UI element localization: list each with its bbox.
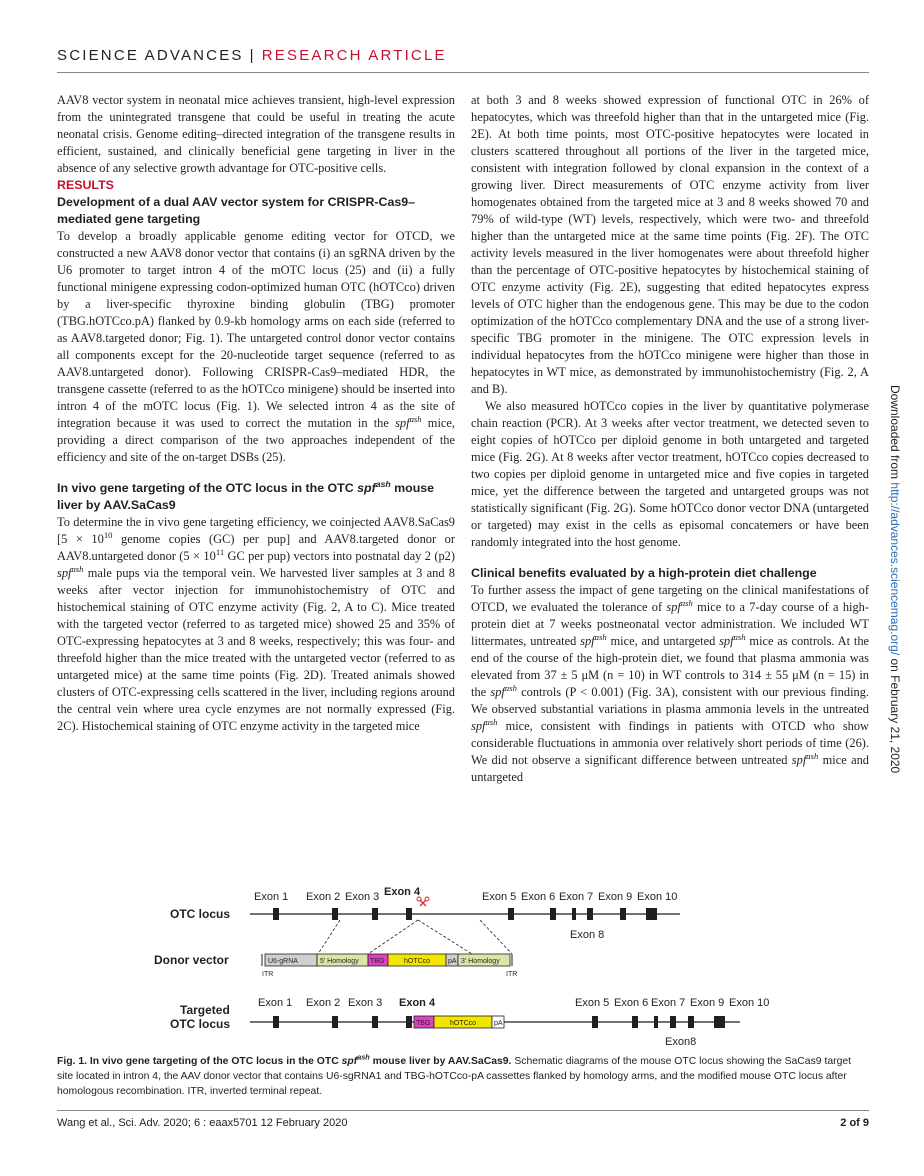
donor-itr-left-label: ITR bbox=[262, 971, 274, 978]
targeted-pa-label: pA bbox=[494, 1020, 503, 1027]
cut-site-icon bbox=[417, 897, 429, 906]
otc-exon-3 bbox=[372, 908, 378, 920]
footer-page-number: 2 of 9 bbox=[840, 1117, 869, 1129]
otc-exon-1 bbox=[273, 908, 279, 920]
download-prefix: Downloaded from bbox=[888, 385, 902, 483]
donor-3-homology-label: 3' Homology bbox=[461, 958, 500, 965]
subheading-dual-aav: Development of a dual AAV vector system for CRISPR-Cas9–mediated gene targeting bbox=[57, 195, 416, 226]
targeted-exon-1 bbox=[273, 1016, 279, 1028]
targeted-exon-7-label: Exon 7 bbox=[651, 997, 686, 1009]
intro-paragraph: AAV8 vector system in neonatal mice achieves transient, high-level expression from the unintegrated transgene that could be useful in treating the acute neonatal crisis. Genome editing–directed integration of the transgene results in efficient, sustained, and clinically beneficial gene targeting in liver in the absence of any selective growth advantage for OTC-positive cells. bbox=[57, 93, 455, 175]
donor-5-homology-label: 5' Homology bbox=[320, 958, 359, 965]
results-heading: RESULTS bbox=[57, 178, 114, 192]
otc-exon-2 bbox=[332, 908, 338, 920]
targeted-exon-8 bbox=[654, 1016, 658, 1028]
article-type: RESEARCH ARTICLE bbox=[261, 47, 447, 64]
right-column bbox=[471, 92, 869, 786]
targeted-tbg-label: TBG bbox=[416, 1020, 431, 1027]
footer-rule bbox=[57, 1110, 869, 1111]
targeted-exon-2 bbox=[332, 1016, 338, 1028]
donor-u6-grna-label: U6-gRNA bbox=[268, 958, 298, 965]
otc-exon-7 bbox=[587, 908, 593, 920]
row-label-otc-locus: OTC locus bbox=[170, 907, 231, 921]
caption-body: Schematic diagrams of the mouse OTC locus showing the SaCas9 target site located in intron 4, the AAV donor vector that contains U6-sgRNA1 and TBG-hOTCco-pA cassettes flanked by homology arms, and the modified mouse OTC locus after homologous recombination. ITR, inverted terminal repeat. bbox=[57, 1056, 852, 1097]
otc-exon-5 bbox=[508, 908, 514, 920]
targeted-exon-8-label: Exon8 bbox=[665, 1036, 697, 1048]
targeted-exon-7 bbox=[670, 1016, 676, 1028]
paragraph-dual-aav: To develop a broadly applicable genome editing vector for OTCD, we constructed a new AAV8 donor vector that contains (i) an sgRNA driven by the U6 promoter to target intron 4 of the mOTC locus (25) and (ii) a fully functional minigene expressing codon-optimized human OTC (hOTCco) driven by a liver-specific thyroxine binding globulin (TBG) promoter (TBG.hOTCco.pA) flanked by 0.9-kb homology arms on each side (referred to as AAV8.targeted donor; Fig. 1). The untargeted control donor vector contains all components except for the 20-nucleotide target sequence (referred to as AAV8.untargeted donor). Following CRISPR-Cas9–mediated HDR, the transgene cassette (referred to as the hOTCco minigene) should be inserted into intron 4 of the mOTC locus (Fig. 1). We selected intron 4 as the site of integration because it was used to correct the mutation in the spf$^{ash}$ mice, providing a direct comparison of the two approaches independent of the efficiency and site of the on-target DSBs (25). bbox=[57, 229, 455, 464]
targeted-exon-5 bbox=[592, 1016, 598, 1028]
otc-exon-10-label: Exon 10 bbox=[637, 891, 678, 903]
targeted-exon-3 bbox=[372, 1016, 378, 1028]
targeted-exon-1-label: Exon 1 bbox=[258, 997, 293, 1009]
otc-exon-8-label: Exon 8 bbox=[570, 929, 605, 941]
otc-exon-4 bbox=[406, 908, 412, 920]
donor-pa-label: pA bbox=[448, 958, 457, 965]
journal-name: SCIENCE ADVANCES bbox=[57, 47, 244, 64]
otc-exon-6-label: Exon 6 bbox=[521, 891, 556, 903]
otc-exon-9 bbox=[620, 908, 626, 920]
otc-exon-8 bbox=[572, 908, 576, 920]
targeted-exon-3-label: Exon 3 bbox=[348, 997, 383, 1009]
targeted-exon-2-label: Exon 2 bbox=[306, 997, 341, 1009]
targeted-hotcco-label: hOTCco bbox=[450, 1020, 477, 1027]
targeted-exon-9-label: Exon 9 bbox=[690, 997, 725, 1009]
otc-exon-1-label: Exon 1 bbox=[254, 891, 289, 903]
row-label-donor-vector: Donor vector bbox=[154, 953, 229, 967]
download-suffix: on February 21, 2020 bbox=[888, 655, 902, 774]
otc-exon-9-label: Exon 9 bbox=[598, 891, 633, 903]
schematic-svg bbox=[140, 878, 880, 1048]
row-label-targeted-otc-locus: OTC locus bbox=[170, 1017, 231, 1031]
otc-exon-7-label: Exon 7 bbox=[559, 891, 594, 903]
header-separator: | bbox=[249, 47, 256, 64]
otc-exon-10 bbox=[646, 908, 657, 920]
download-note bbox=[888, 385, 902, 773]
row-label-targeted: Targeted bbox=[180, 1003, 230, 1017]
journal-header bbox=[57, 47, 447, 64]
otc-exon-3-label: Exon 3 bbox=[345, 891, 380, 903]
homology-connector-5l bbox=[318, 920, 340, 954]
targeted-exon-6-label: Exon 6 bbox=[614, 997, 649, 1009]
otc-exon-5-label: Exon 5 bbox=[482, 891, 517, 903]
header-rule bbox=[57, 72, 869, 73]
otc-exon-4-label: Exon 4 bbox=[384, 886, 421, 898]
donor-itr-right-label: ITR bbox=[506, 971, 518, 978]
paragraph-clinical: To further assess the impact of gene targeting on the clinical manifestations of OTCD, we evaluated the tolerance of spf$^{ash}$ mice to a 7-day course of a high-protein diet at 7 weeks postneonatal vector administration. We included WT littermates, untreated spf$^{ash}$ mice, and untargeted spf$^{ash}$ mice as controls. At the end of the course of the high-protein diet, we found that plasma ammonia was elevated from 37 ± 5 μM (n = 10) in WT controls to 314 ± 55 μM (n = 15) in the spf$^{ash}$ controls (P < 0.001) (Fig. 3A), consistent with our previous finding. We observed substantial variations in plasma ammonia levels in the untreated spf$^{ash}$ mice, consistent with findings in patients with OTCD who show considerable fluctuations in ammonia over relatively short periods of time (26). We did not observe a significant difference between untreated spf$^{ash}$ mice and untargeted bbox=[471, 583, 870, 784]
targeted-exon-4 bbox=[406, 1016, 412, 1028]
otc-exon-6 bbox=[550, 908, 556, 920]
targeted-exon-4-label: Exon 4 bbox=[399, 997, 436, 1009]
targeted-exon-6 bbox=[632, 1016, 638, 1028]
caption-title: Fig. 1. In vivo gene targeting of the OTC locus in the OTC spf$^{ash}$ mouse liver by AAV.SaCas9. bbox=[57, 1052, 512, 1067]
paragraph-qpcr: We also measured hOTCco copies in the liver by quantitative polymerase chain reaction (PCR). At 3 weeks after vector treatment, we detected seven to eight copies of hOTCco per diploid genome in both untargeted and targeted mice (Fig. 2G). At 8 weeks after vector treatment, hOTCco copies decreased to two copies per diploid genome in untargeted mice and five copies in targeted mice, yet the difference between the targeted and untargeted groups was not statistically significant (Fig. 2G). Some hOTCco donor vector DNA (untargeted or targeted) may exist in the cells as episomal concatemers or have been randomly integrated into the host genome. bbox=[471, 399, 869, 549]
subheading-clinical: Clinical benefits evaluated by a high-protein diet challenge bbox=[471, 566, 817, 580]
paragraph-in-vivo: To determine the in vivo gene targeting efficiency, we coinjected AAV8.SaCas9 [$5 \times 10^{10}$ genome copies (GC) per pup] and AAV8.targeted donor or AAV8.untargeted donor ($5 \times 10^{11}$ GC per pup) vectors into postnatal day 2 (p2) spf$^{ash}$ male pups via the temporal vein. We harvested liver samples at 3 and 8 weeks after vector injection for immunohistochemistry of OTC and histochemical staining of OTC enzyme activity (Fig. 2, A to C). Mice treated with the targeted vector (referred to as targeted mice) showed 25 and 35% of OTC-expressing hepatocytes at 3 and 8 weeks, respectively; this was four- and threefold higher than the mice treated with the untargeted vector (referred to as untargeted mice) at the same time points (Fig. 2D). Treated animals showed clusters of OTC-expressing cells scattered in the liver, including regions around the central vein where urea cycle enzymes are not normally expressed (Fig. 2C). Histochemical staining of OTC enzyme activity in the targeted mice bbox=[57, 515, 455, 733]
donor-vector bbox=[262, 954, 517, 978]
homology-connector-5r bbox=[368, 920, 418, 954]
homology-connector-3r bbox=[480, 920, 512, 954]
paragraph-enzyme-activity: at both 3 and 8 weeks showed expression of functional OTC in 26% of hepatocytes, which was threefold higher than that in the untargeted mice (Fig. 2E). At both time points, most OTC-positive hepatocytes were located in clusters scattered throughout all portions of the liver in the targeted mice, consistent with integration followed by clonal expansion in the context of a growing liver. Direct measurements of OTC enzyme activity from liver homogenates obtained from the targeted mice at 3 and 8 weeks showed 70 and 79% of wild-type (WT) levels, respectively, which were two- and threefold higher than the untargeted mice at the same time points (Fig. 2F). The OTC activity levels measured in the liver homogenates were about threefold higher than the percentage of OTC-positive hepatocytes by histochemical staining of OTC enzyme activity (Fig. 2E), suggesting that edited hepatocytes express levels of OTC higher than the endogenous gene. This may be due to the codon optimization of the hOTCco complementary DNA and the use of a strong liver-specific TBG promoter in the minigene. The OTC expression levels in individual hepatocytes from the hOTCco minigene were higher than those in hepatocytes in WT mice, as demonstrated by immunohistochemistry (Fig. 2, A and B). bbox=[471, 93, 869, 396]
figure-caption bbox=[57, 1054, 869, 1099]
targeted-exon-10-label: Exon 10 bbox=[729, 997, 770, 1009]
otc-exon-2-label: Exon 2 bbox=[306, 891, 341, 903]
subheading-in-vivo: In vivo gene targeting of the OTC locus in the OTC spf$^{ash}$ mouse liver by AAV.SaCas9 bbox=[57, 478, 435, 512]
targeted-exon-5-label: Exon 5 bbox=[575, 997, 610, 1009]
homology-connector-3l bbox=[418, 920, 472, 954]
figure-1-schematic bbox=[140, 878, 880, 1048]
donor-tbg-label: TBG bbox=[370, 958, 385, 965]
footer-citation: Wang et al., Sci. Adv. 2020; 6 : eaax5701 12 February 2020 bbox=[57, 1117, 348, 1129]
left-column bbox=[57, 92, 455, 735]
donor-hotcco-label: hOTCco bbox=[404, 958, 431, 965]
download-link[interactable]: http://advances.sciencemag.org/ bbox=[888, 482, 902, 656]
